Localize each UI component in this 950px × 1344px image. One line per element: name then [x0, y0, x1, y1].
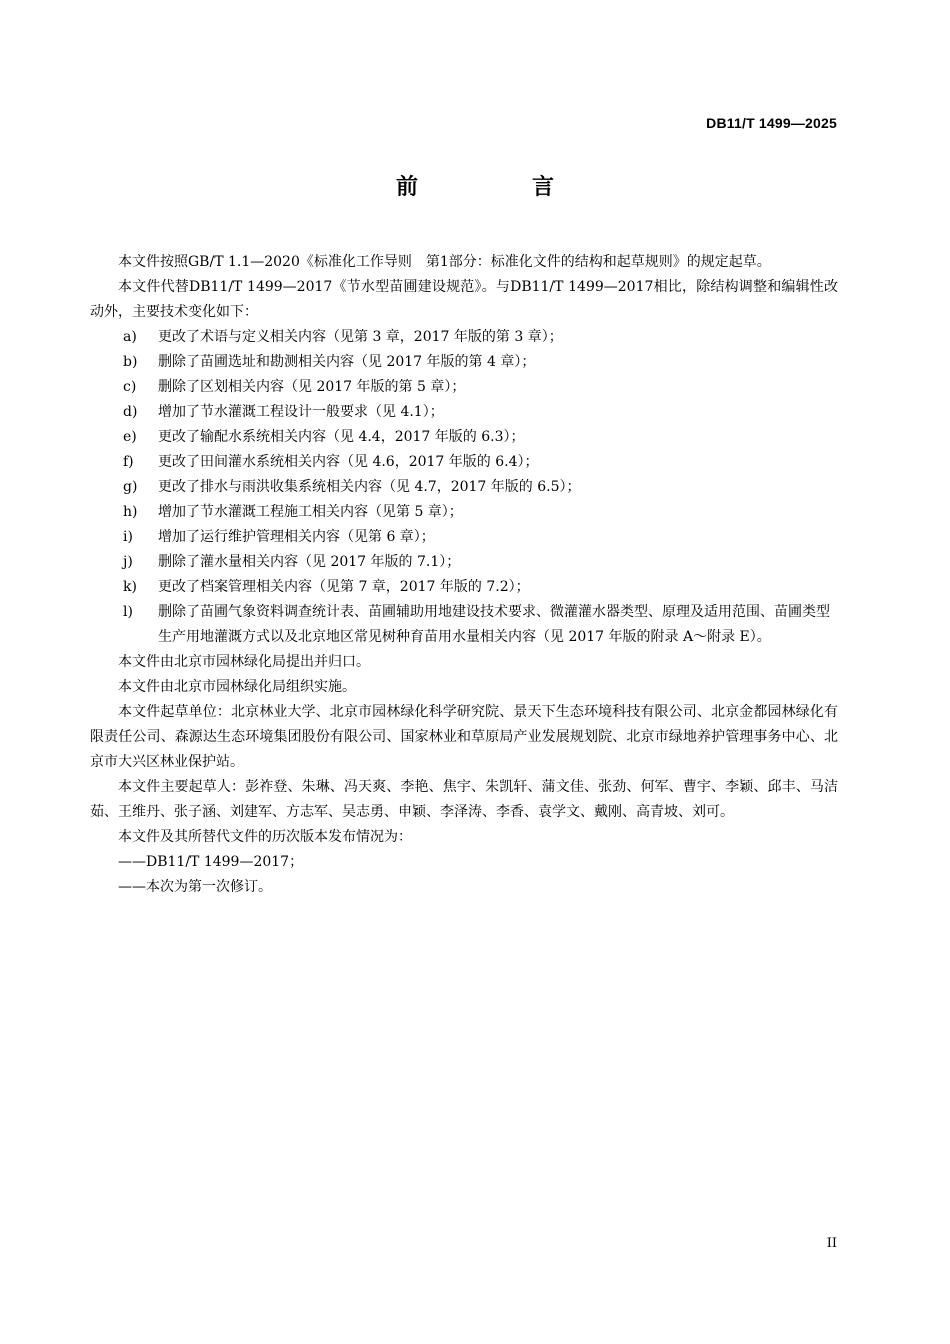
list-item [90, 550, 838, 575]
list-item [90, 450, 838, 475]
list-item [90, 425, 838, 450]
drafters-paragraph: 本文件主要起草人：彭祚登、朱琳、冯天爽、李艳、焦宇、朱凯轩、蒲文佳、张劲、何军、曹宇、李颖、邱丰、马洁茹、王维丹、张子涵、刘建军、方志军、吴志勇、申颖、李泽涛、李香、袁学文、戴刚、高青坡、刘可。 [90, 779, 838, 820]
list-item-mark: i) [123, 529, 133, 545]
list-item-text: 更改了档案管理相关内容（见第 7 章，2017 年版的 7.2）； [158, 579, 530, 595]
list-item [90, 475, 838, 500]
list-item-mark: j) [123, 554, 133, 570]
implementer-paragraph: 本文件由北京市园林绿化局组织实施。 [118, 679, 356, 695]
list-item-text: 更改了输配水系统相关内容（见 4.4，2017 年版的 6.3）； [158, 429, 525, 445]
list-item-mark: b) [123, 354, 138, 370]
page-number: II [826, 1236, 837, 1251]
list-item-text: 更改了术语与定义相关内容（见第 3 章，2017 年版的第 3 章）； [158, 329, 563, 345]
list-item-mark: f) [123, 454, 134, 470]
list-item-mark: g) [123, 479, 138, 495]
list-item-text: 增加了节水灌溉工程施工相关内容（见第 5 章）； [158, 504, 463, 520]
page-title: 前 言 [395, 175, 600, 200]
list-item-text: 增加了节水灌溉工程设计一般要求（见 4.1）； [158, 404, 444, 420]
proposer-paragraph: 本文件由北京市园林绿化局提出并归口。 [118, 654, 370, 670]
list-item-text: 增加了运行维护管理相关内容（见第 6 章）； [158, 529, 435, 545]
list-item [90, 375, 838, 400]
document-body [90, 250, 838, 900]
changes-list [90, 325, 838, 650]
list-item-mark: a) [123, 329, 137, 345]
list-item [90, 600, 838, 650]
list-item-text: 删除了区划相关内容（见 2017 年版的第 5 章）； [158, 379, 466, 395]
list-item-mark: l) [123, 604, 133, 620]
list-item [90, 575, 838, 600]
list-item [90, 500, 838, 525]
history-intro-paragraph: 本文件及其所替代文件的历次版本发布情况为： [118, 829, 412, 845]
list-item-text: 更改了田间灌水系统相关内容（见 4.6，2017 年版的 6.4）； [158, 454, 539, 470]
standard-number: DB11/T 1499—2025 [706, 115, 837, 131]
intro-paragraph: 本文件按照GB/T 1.1—2020《标准化工作导则 第1部分：标准化文件的结构和起草规则》的规定起草。 [118, 254, 771, 270]
history-item: ——DB11/T 1499—2017； [118, 854, 304, 870]
list-item [90, 525, 838, 550]
list-item-text: 删除了灌水量相关内容（见 2017 年版的 7.1）； [158, 554, 461, 570]
intro-paragraph: 本文件代替DB11/T 1499—2017《节水型苗圃建设规范》。与DB11/T 1499—2017相比，除结构调整和编辑性改动外，主要技术变化如下： [90, 279, 838, 320]
list-item-mark: c) [123, 379, 137, 395]
list-item-mark: d) [123, 404, 138, 420]
list-item [90, 350, 838, 375]
drafting-units-paragraph: 本文件起草单位：北京林业大学、北京市园林绿化科学研究院、景天下生态环境科技有限公司、北京金都园林绿化有限责任公司、森源达生态环境集团股份有限公司、国家林业和草原局产业发展规划院、北京市绿地养护管理事务中心、北京市大兴区林业保护站。 [90, 704, 838, 770]
list-item-text: 更改了排水与雨洪收集系统相关内容（见 4.7，2017 年版的 6.5）； [158, 479, 581, 495]
list-item [90, 400, 838, 425]
list-item-mark: e) [123, 429, 137, 445]
list-item-mark: h) [123, 504, 138, 520]
history-item: ——本次为第一次修订。 [118, 879, 272, 895]
list-item-mark: k) [123, 579, 137, 595]
list-item-text: 删除了苗圃选址和勘测相关内容（见 2017 年版的第 4 章）； [158, 354, 536, 370]
list-item-text: 删除了苗圃气象资料调查统计表、苗圃辅助用地建设技术要求、微灌灌水器类型、原理及适用范围、苗圃类型生产用地灌溉方式以及北京地区常见树种育苗用水量相关内容（见 2017 年版的附录 A～附录 E）。 [158, 604, 830, 645]
list-item [90, 325, 838, 350]
